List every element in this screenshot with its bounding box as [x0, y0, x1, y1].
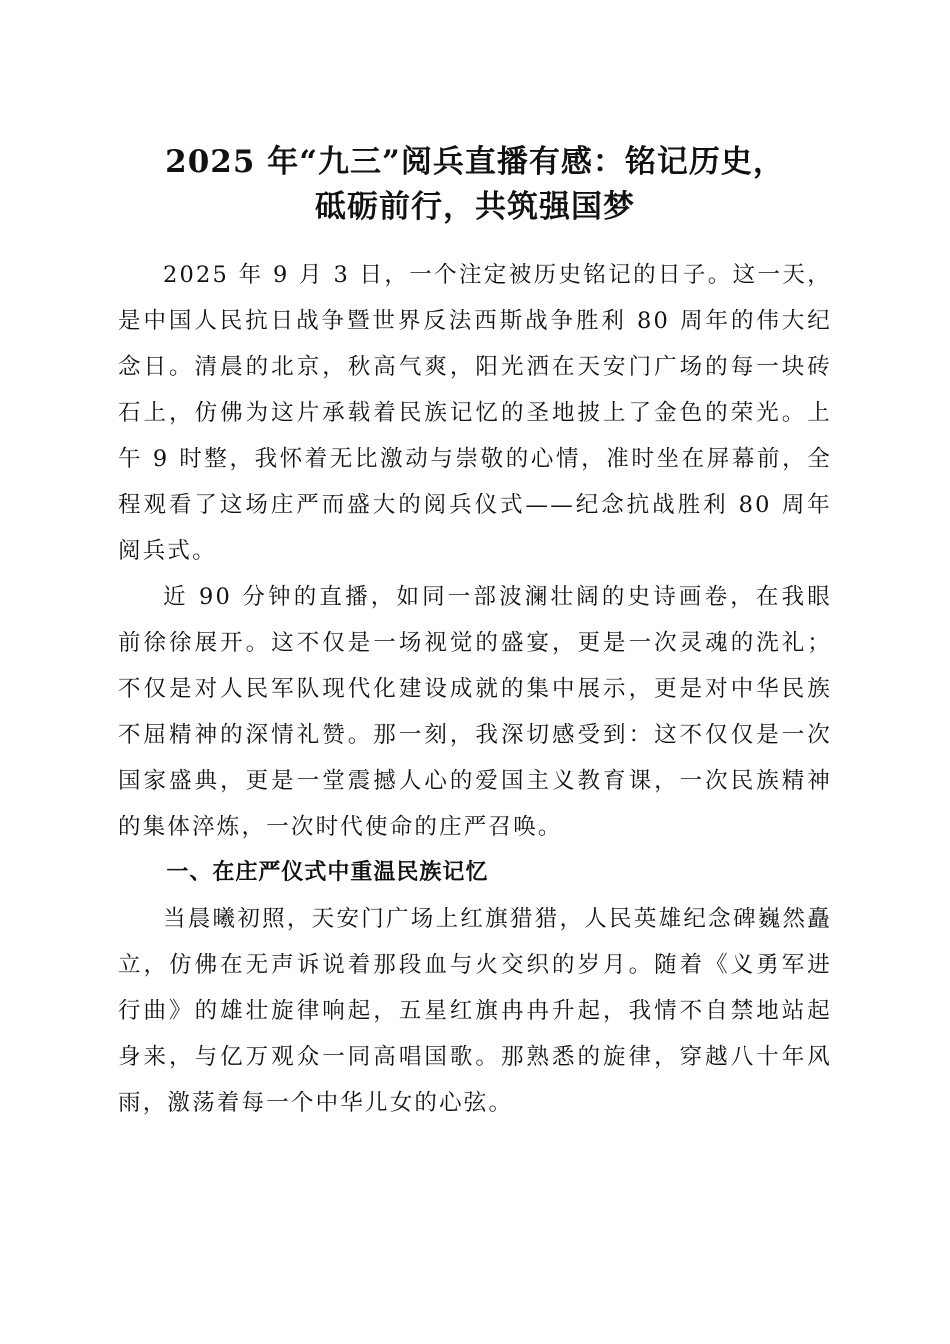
document-title-line-2: 砥砺前行，共筑强国梦	[315, 189, 635, 225]
document-title-line-1: 2025 年“九三”阅兵直播有感：铭记历史，	[165, 144, 785, 180]
document-body	[118, 252, 832, 1126]
section-heading: 一、在庄严仪式中重温民族记忆	[166, 860, 489, 885]
paragraph-broadcast: 近 90 分钟的直播，如同一部波澜壮阔的史诗画卷，在我眼前徐徐展开。这不仅是一场视觉的盛宴，更是一次灵魂的洗礼；不仅是对人民军队现代化建设成就的集中展示，更是对中华民族不屈精神的深情礼赞。那一刻，我深切感受到：这不仅仅是一次国家盛典，更是一堂震撼人心的爱国主义教育课，一次民族精神的集体淬炼，一次时代使命的庄严召唤。	[118, 584, 832, 840]
paragraph-ceremony: 当晨曦初照，天安门广场上红旗猎猎，人民英雄纪念碑巍然矗立，仿佛在无声诉说着那段血与火交织的岁月。随着《义勇军进行曲》的雄壮旋律响起，五星红旗冉冉升起，我情不自禁地站起身来，与亿万观众一同高唱国歌。那熟悉的旋律，穿越八十年风雨，激荡着每一个中华儿女的心弦。	[118, 906, 832, 1116]
paragraph-intro: 2025 年 9 月 3 日，一个注定被历史铭记的日子。这一天，是中国人民抗日战争暨世界反法西斯战争胜利 80 周年的伟大纪念日。清晨的北京，秋高气爽，阳光洒在天安门广场的每一块砖石上，仿佛为这片承载着民族记忆的圣地披上了金色的荣光。上午 9 时整，我怀着无比激动与崇敬的心情，准时坐在屏幕前，全程观看了这场庄严而盛大的阅兵仪式——纪念抗战胜利 80 周年阅兵式。	[118, 262, 832, 564]
